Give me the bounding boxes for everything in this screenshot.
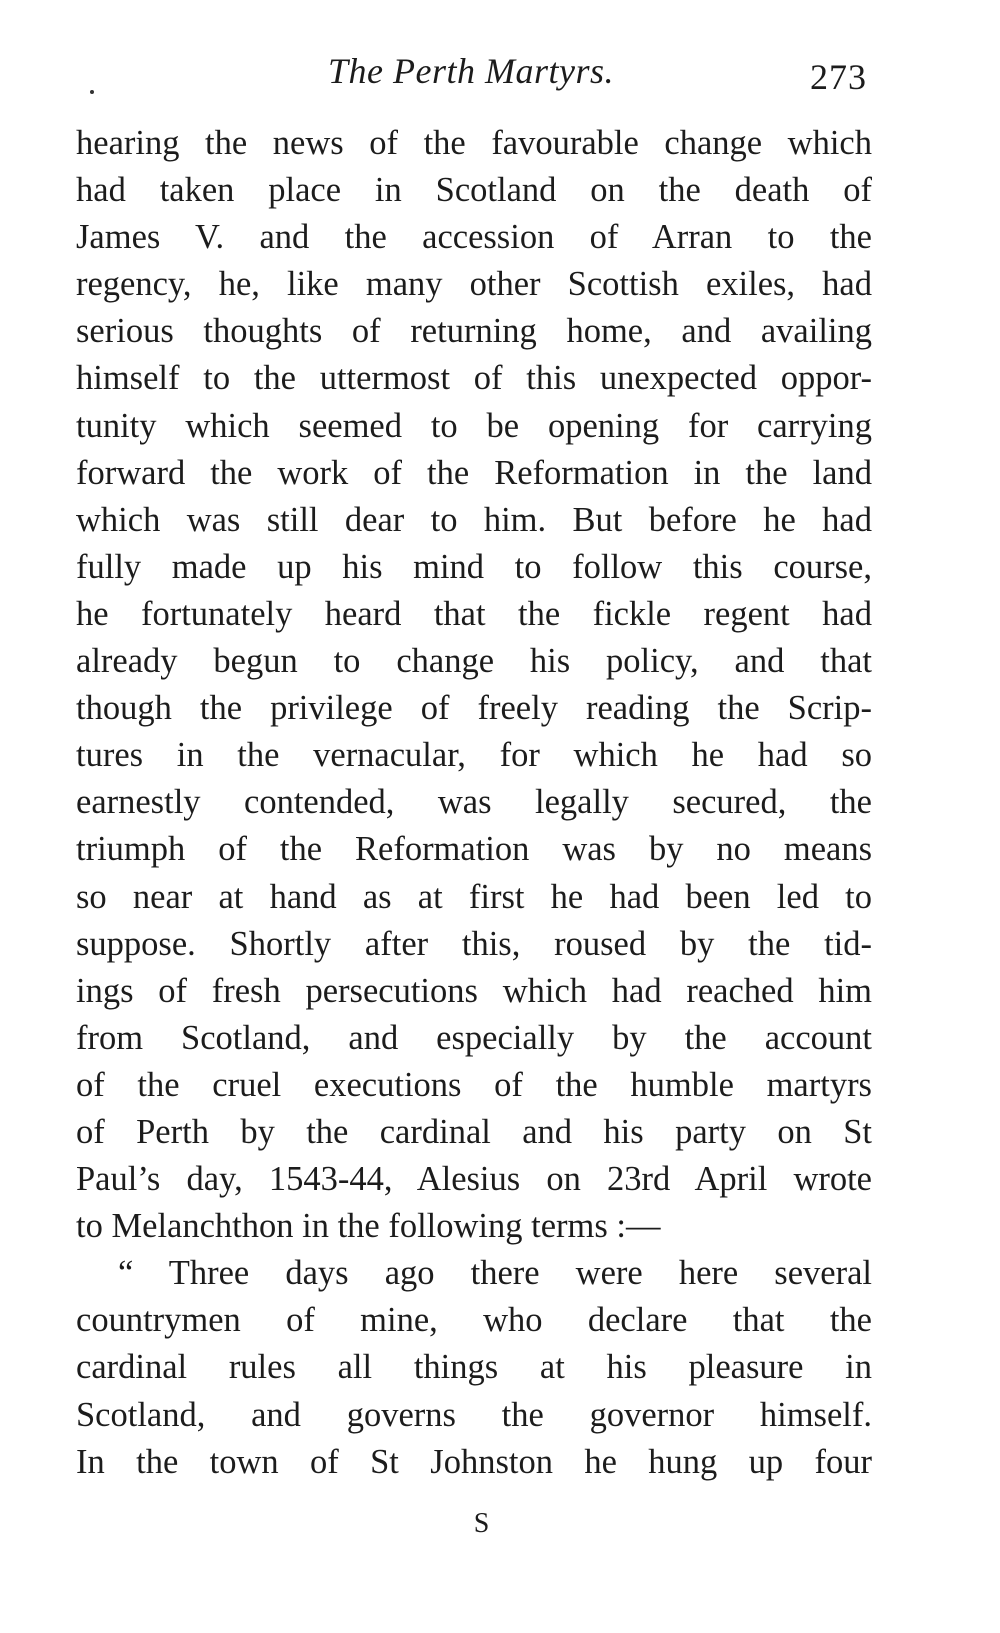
running-title: The Perth Martyrs. [328,51,614,91]
body-text [76,120,872,1486]
text-line: forward the work of the Reformation in the land [76,453,872,492]
text-line: triumph of the Reformation was by no means [76,830,872,869]
text-line: fully made up his mind to follow this course, [76,547,872,586]
text-line: ings of fresh persecutions which had reached him [76,971,872,1010]
text-line: James V. and the accession of Arran to the [76,218,872,257]
text-line: so near at hand as at first he had been led to [76,877,872,916]
text-line: Paul’s day, 1543-44, Alesius on 23rd April wrote [76,1160,872,1199]
text-line: serious thoughts of returning home, and availing [76,312,872,351]
text-line: cardinal rules all things at his pleasure in [76,1348,872,1387]
ink-speck [90,90,94,94]
text-line: countrymen of mine, who declare that the [76,1301,872,1340]
text-line: tunity which seemed to be opening for carrying [76,406,872,445]
text-line: In the town of St Johnston he hung up four [76,1442,872,1481]
text-line: he fortunately heard that the fickle regent had [76,594,872,633]
page-number: 273 [810,57,867,97]
text-line: to Melanchthon in the following terms :— [76,1207,661,1246]
text-line: hearing the news of the favourable change which [76,124,872,162]
signature-letter: S [473,1508,491,1539]
text-line: himself to the uttermost of this unexpected oppor- [76,359,872,398]
text-line: of Perth by the cardinal and his party on St [76,1112,872,1151]
text-line: “ Three days ago there were here several [118,1254,872,1293]
text-line: already begun to change his policy, and that [76,642,872,681]
text-line: earnestly contended, was legally secured, the [76,783,872,822]
text-line: Scotland, and governs the governor himself. [76,1395,872,1434]
text-line: which was still dear to him. But before he had [76,500,872,539]
text-line: tures in the vernacular, for which he had so [76,736,872,775]
text-line: from Scotland, and especially by the account [76,1018,872,1057]
text-line: of the cruel executions of the humble martyrs [76,1065,872,1104]
running-head [0,50,1000,100]
text-line: had taken place in Scotland on the death of [76,171,872,210]
text-line: regency, he, like many other Scottish exiles, had [76,265,872,304]
text-line: though the privilege of freely reading the Scrip- [76,689,872,728]
text-line: suppose. Shortly after this, roused by the tid- [76,924,872,963]
signature-mark [0,1508,1000,1540]
